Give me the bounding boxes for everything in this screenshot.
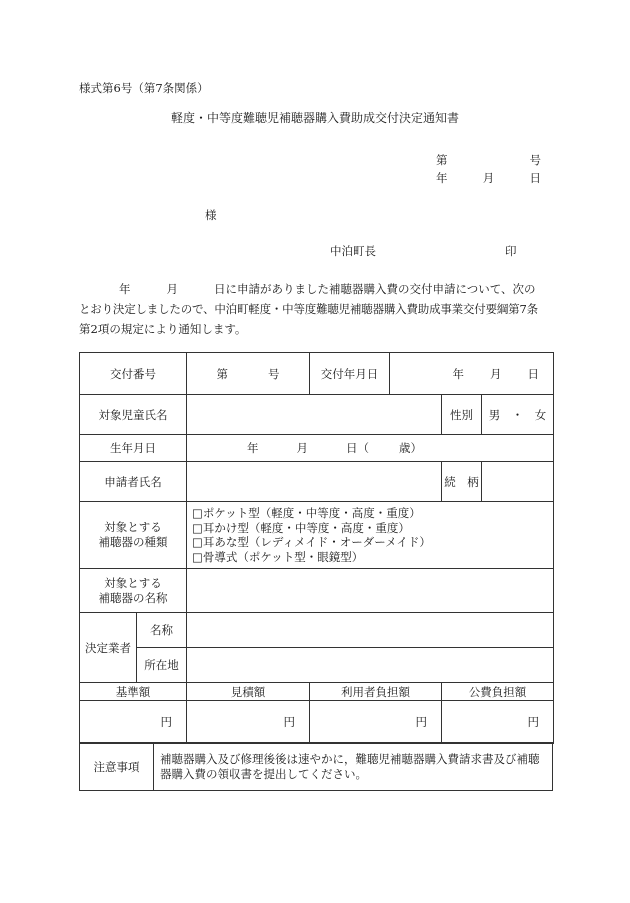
gender-label: 性別 <box>442 395 482 435</box>
issue-number-go: 号 <box>268 366 280 381</box>
issue-number-label: 交付番号 <box>80 353 187 395</box>
issue-number-field[interactable] <box>187 353 310 395</box>
device-name-field[interactable] <box>187 569 554 613</box>
document-number-go: 号 <box>529 153 541 167</box>
birth-day: 日（ <box>346 441 369 455</box>
device-type-label <box>80 502 187 569</box>
document-number-dai: 第 <box>436 153 448 167</box>
body-line3: 第2項の規定により通知します。 <box>79 322 247 336</box>
birthdate-label: 生年月日 <box>80 435 187 462</box>
birth-age: 歳） <box>399 441 422 455</box>
document-date-day: 日 <box>529 171 541 185</box>
relation-label: 続 柄 <box>442 462 482 502</box>
device-name-label <box>80 569 187 613</box>
device-type-label-line2: 補聴器の種類 <box>98 535 168 549</box>
applicant-name-field[interactable] <box>187 462 442 502</box>
form-number: 様式第6号（第7条関係） <box>79 81 209 95</box>
issue-number-dai: 第 <box>216 366 228 381</box>
issue-date-label: 交付年月日 <box>310 353 390 395</box>
standard-amount-header: 基準額 <box>80 683 187 701</box>
child-name-label: 対象児童氏名 <box>80 395 187 435</box>
birth-year: 年 <box>247 441 259 455</box>
vendor-name-label: 名称 <box>137 613 187 648</box>
user-burden-header: 利用者負担額 <box>310 683 442 701</box>
public-burden-field[interactable]: 円 <box>442 701 554 744</box>
addressee-honorific: 様 <box>205 208 217 222</box>
notes-table <box>79 742 553 791</box>
body-year: 年 <box>119 282 131 296</box>
device-type-pocket[interactable]: □ポケット型（軽度・中等度・高度・重度） <box>192 506 421 520</box>
birth-month: 月 <box>296 441 308 455</box>
issue-date-day: 日 <box>527 366 540 381</box>
estimate-amount-field[interactable]: 円 <box>187 701 310 744</box>
device-name-label-line2: 補聴器の名称 <box>98 590 168 605</box>
document-title: 軽度・中等度難聴児補聴器購入費助成交付決定通知書 <box>170 111 459 125</box>
vendor-name-field[interactable] <box>187 613 554 648</box>
relation-field[interactable] <box>482 462 554 502</box>
issuer-name: 中泊町長 <box>330 244 376 258</box>
notes-text: 補聴器購入及び修理後後は速やかに，難聴児補聴器購入費請求書及び補聴器購入費の領収書を提出してください。 <box>154 743 553 791</box>
device-type-in-ear[interactable]: □耳あな型（レディメイド・オーダーメイド） <box>192 535 431 549</box>
issue-date-year: 年 <box>452 366 465 381</box>
notification-body <box>79 279 552 339</box>
decision-table <box>79 352 554 744</box>
vendor-label: 決定業者 <box>80 613 137 683</box>
device-type-bone-conduction[interactable]: □骨導式（ポケット型・眼鏡型） <box>192 549 364 564</box>
document-number <box>436 152 541 168</box>
user-burden-field[interactable]: 円 <box>310 701 442 744</box>
birthdate-field[interactable] <box>187 435 554 462</box>
estimate-amount-header: 見積額 <box>187 683 310 701</box>
device-type-options[interactable] <box>187 502 554 569</box>
document-date-year: 年 <box>436 171 448 185</box>
seal-mark: 印 <box>505 244 517 258</box>
child-name-field[interactable] <box>187 395 442 435</box>
body-month: 月 <box>166 282 178 296</box>
device-type-label-line1: 対象とする <box>104 520 162 534</box>
document-date-month: 月 <box>482 171 495 185</box>
applicant-name-label: 申請者氏名 <box>80 462 187 502</box>
gender-options[interactable]: 男 ・ 女 <box>482 395 554 435</box>
public-burden-header: 公費負担額 <box>442 683 554 701</box>
issue-date-month: 月 <box>490 366 502 381</box>
document-date <box>436 170 541 186</box>
device-type-behind-ear[interactable]: □耳かけ型（軽度・中等度・高度・重度） <box>192 520 410 535</box>
body-line1: 日に申請がありました補聴器購入費の交付申請について、次の <box>214 282 536 296</box>
vendor-address-label: 所在地 <box>137 648 187 683</box>
body-line2: とおり決定しましたので、中泊町軽度・中等度難聴児補聴器購入費助成事業交付要綱第7条 <box>79 302 538 316</box>
standard-amount-field[interactable]: 円 <box>80 701 187 744</box>
issue-date-field[interactable] <box>390 353 554 395</box>
vendor-address-field[interactable] <box>187 648 554 683</box>
notes-label: 注意事項 <box>80 743 154 791</box>
device-name-label-line1: 対象とする <box>104 575 162 590</box>
